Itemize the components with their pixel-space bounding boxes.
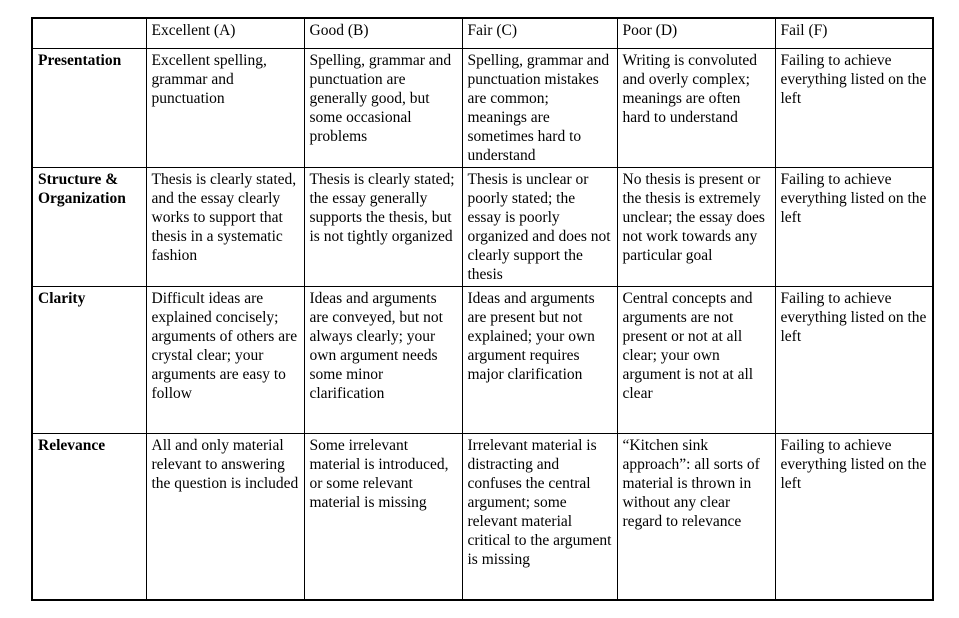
cell-clarity-poor: Central concepts and arguments are not present or not at all clear; your own argument is not at all clear	[617, 286, 775, 433]
grading-rubric-table	[31, 17, 934, 601]
header-cell-criteria	[32, 18, 146, 48]
cell-relevance-fail: Failing to achieve everything listed on the left	[775, 433, 933, 600]
cell-relevance-good: Some irrelevant material is introduced, or some relevant material is missing	[304, 433, 462, 600]
cell-presentation-excellent: Excellent spelling, grammar and punctuation	[146, 48, 304, 167]
cell-structure-excellent: Thesis is clearly stated, and the essay clearly works to support that thesis in a systematic fashion	[146, 167, 304, 286]
header-cell-fair-c: Fair (C)	[462, 18, 617, 48]
cell-presentation-poor: Writing is convoluted and overly complex; meanings are often hard to understand	[617, 48, 775, 167]
cell-clarity-fair: Ideas and arguments are present but not explained; your own argument requires major clarification	[462, 286, 617, 433]
header-row	[32, 18, 933, 48]
cell-relevance-fair: Irrelevant material is distracting and confuses the central argument; some relevant material critical to the argument is missing	[462, 433, 617, 600]
cell-clarity-good: Ideas and arguments are conveyed, but not always clearly; your own argument needs some minor clarification	[304, 286, 462, 433]
cell-structure-good: Thesis is clearly stated; the essay generally supports the thesis, but is not tightly organized	[304, 167, 462, 286]
table-row-relevance	[32, 433, 933, 600]
header-cell-poor-d: Poor (D)	[617, 18, 775, 48]
header-cell-excellent-a: Excellent (A)	[146, 18, 304, 48]
cell-clarity-excellent: Difficult ideas are explained concisely; arguments of others are crystal clear; your arguments are easy to follow	[146, 286, 304, 433]
header-cell-good-b: Good (B)	[304, 18, 462, 48]
cell-structure-fail: Failing to achieve everything listed on the left	[775, 167, 933, 286]
cell-presentation-fail: Failing to achieve everything listed on the left	[775, 48, 933, 167]
row-label-relevance: Relevance	[32, 433, 146, 600]
cell-presentation-fair: Spelling, grammar and punctuation mistakes are common; meanings are sometimes hard to understand	[462, 48, 617, 167]
table-row-clarity	[32, 286, 933, 433]
row-label-presentation: Presentation	[32, 48, 146, 167]
row-label-structure-organization: Structure & Organization	[32, 167, 146, 286]
cell-relevance-excellent: All and only material relevant to answering the question is included	[146, 433, 304, 600]
table-row-presentation	[32, 48, 933, 167]
header-cell-fail-f: Fail (F)	[775, 18, 933, 48]
row-label-clarity: Clarity	[32, 286, 146, 433]
cell-presentation-good: Spelling, grammar and punctuation are generally good, but some occasional problems	[304, 48, 462, 167]
table-row-structure-organization	[32, 167, 933, 286]
cell-structure-fair: Thesis is unclear or poorly stated; the essay is poorly organized and does not clearly support the thesis	[462, 167, 617, 286]
cell-clarity-fail: Failing to achieve everything listed on the left	[775, 286, 933, 433]
cell-relevance-poor: “Kitchen sink approach”: all sorts of material is thrown in without any clear regard to relevance	[617, 433, 775, 600]
cell-structure-poor: No thesis is present or the thesis is extremely unclear; the essay does not work towards any particular goal	[617, 167, 775, 286]
